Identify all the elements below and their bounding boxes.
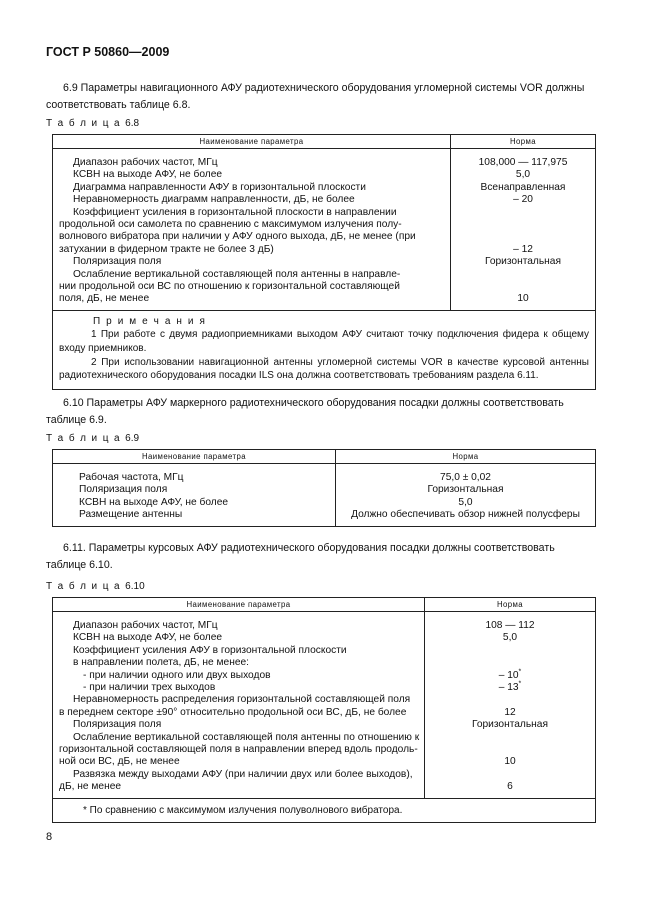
caption-number: 6.10 <box>125 581 145 592</box>
col-header-norm: Норма <box>451 135 596 149</box>
param-cell <box>53 464 336 527</box>
norm-value <box>427 769 593 781</box>
norm-value: – 10 <box>498 669 519 681</box>
param-line: КСВН на выходе АФУ, не более <box>73 632 223 644</box>
paragraph-6-11: 6.11. Параметры курсовых АФУ радиотехнического оборудования посадки должны соответствовать таблице 6.10. <box>46 542 555 571</box>
norm-cell <box>451 149 596 311</box>
note-1: 1 При работе с двумя радиоприемниками выходом АФУ считают точку подключения фидера к общему входу приемников. <box>59 329 589 355</box>
param-line: КСВН на выходе АФУ, не более <box>73 169 223 181</box>
norm-value: – 12 <box>513 243 533 255</box>
param-line: Развязка между выходами АФУ (при наличии двух или более выходов), <box>73 768 413 780</box>
norm-value <box>453 219 593 231</box>
table-6-9-caption <box>46 433 139 444</box>
norm-value <box>427 657 593 669</box>
param-line: - при наличии одного или двух выходов <box>83 669 271 681</box>
document-header: ГОСТ Р 50860—2009 <box>46 45 170 59</box>
table-6-8-caption <box>46 118 139 129</box>
caption-number: 6.8 <box>125 118 140 129</box>
caption-number: 6.9 <box>125 433 140 444</box>
caption-label: Т а б л и ц а <box>46 118 121 129</box>
param-line: Неравномерность распределения горизонтальной составляющей поля <box>73 694 411 706</box>
norm-value: 10 <box>504 756 516 768</box>
norm-value: 5,0 <box>515 169 531 181</box>
norm-cell <box>336 464 596 527</box>
col-header-param: Наименование параметра <box>53 135 451 149</box>
param-line: Поляризация поля <box>73 256 162 268</box>
param-line: продольной оси самолета по сравнению с максимумом излучения полу- <box>59 219 402 231</box>
table-6-8 <box>52 134 596 390</box>
param-line: Рабочая частота, МГц <box>79 472 184 483</box>
norm-value <box>453 231 593 243</box>
table-notes <box>53 310 596 389</box>
footnote-mark: * <box>518 680 522 688</box>
norm-cell <box>425 612 596 799</box>
norm-value <box>427 645 593 657</box>
param-line: Размещение антенны <box>79 509 183 521</box>
norm-value <box>427 732 593 744</box>
param-line: Неравномерность диаграмм направленности, дБ, не более <box>73 194 355 206</box>
norm-value: 10 <box>517 293 529 305</box>
table-6-9 <box>52 449 596 527</box>
norm-value-with-footnote <box>427 682 593 694</box>
norm-value: 5,0 <box>502 632 518 644</box>
param-line: поля, дБ, не менее <box>59 293 150 305</box>
norm-value: Горизонтальная <box>485 256 561 268</box>
table-6-10-caption <box>46 581 145 592</box>
norm-value: – 13 <box>498 681 519 693</box>
param-line: Поляризация поля <box>79 484 168 496</box>
notes-title: П р и м е ч а н и я <box>93 315 207 327</box>
param-line: дБ, не менее <box>59 781 122 793</box>
table-6-10 <box>52 597 596 823</box>
norm-value: – 20 <box>513 194 533 206</box>
caption-label: Т а б л и ц а <box>46 581 121 592</box>
norm-value <box>453 281 593 293</box>
param-cell <box>53 612 425 799</box>
norm-value: 6 <box>507 781 513 793</box>
param-line: Коэффициент усиления АФУ в горизонтальной плоскости <box>73 644 347 656</box>
norm-value: 12 <box>504 706 516 718</box>
param-line: Ослабление вертикальной составляющей поля антенны по отношению к <box>73 731 420 743</box>
norm-value: 108 — 112 <box>485 620 535 631</box>
param-line: нии продольной оси ВС по отношению к горизонтальной составляющей <box>59 281 400 293</box>
col-header-param: Наименование параметра <box>53 598 425 612</box>
page-number: 8 <box>46 831 53 843</box>
norm-value <box>427 694 593 706</box>
table-footnote <box>53 798 596 822</box>
col-header-norm: Норма <box>425 598 596 612</box>
norm-value: 75,0 ± 0,02 <box>440 472 491 483</box>
col-header-norm: Норма <box>336 450 596 464</box>
param-line: КСВН на выходе АФУ, не более <box>79 496 229 508</box>
col-header-param: Наименование параметра <box>53 450 336 464</box>
param-line: горизонтальной составляющей поля в направлении вперед вдоль продоль- <box>59 744 418 756</box>
param-line: Диаграмма направленности АФУ в горизонтальной плоскости <box>73 181 366 193</box>
norm-value: Должно обеспечивать обзор нижней полусферы <box>351 509 580 521</box>
norm-value: 108,000 — 117,975 <box>478 157 568 168</box>
caption-label: Т а б л и ц а <box>46 433 121 444</box>
param-line: Диапазон рабочих частот, МГц <box>73 620 218 631</box>
param-line: Коэффициент усиления в горизонтальной плоскости в направлении <box>73 206 397 218</box>
norm-value: Горизонтальная <box>427 484 504 496</box>
norm-value-with-footnote <box>427 670 593 682</box>
param-line: волнового вибратора при наличии у АФУ одного выхода, дБ, не менее (при <box>59 231 416 243</box>
footnote-text: * По сравнению с максимумом излучения полуволнового вибратора. <box>83 804 403 816</box>
param-cell <box>53 149 451 311</box>
norm-value: 5,0 <box>458 496 473 508</box>
param-line: в направлении полета, дБ, не менее: <box>73 657 249 669</box>
param-line: затухании в фидерном тракте не более 3 дБ) <box>59 243 274 255</box>
norm-value <box>453 207 593 219</box>
norm-value <box>427 744 593 756</box>
paragraph-6-10: 6.10 Параметры АФУ маркерного радиотехнического оборудования посадки должны соответствовать таблице 6.9. <box>46 397 564 426</box>
param-line: в переднем секторе ±90° относительно продольной оси ВС, дБ, не более <box>59 706 407 718</box>
norm-value: Горизонтальная <box>472 719 548 731</box>
norm-value <box>453 269 593 281</box>
param-line: - при наличии трех выходов <box>83 682 216 694</box>
param-line: Диапазон рабочих частот, МГц <box>73 157 218 168</box>
param-line: ной оси ВС, дБ, не менее <box>59 756 180 768</box>
footnote-mark: * <box>518 668 522 676</box>
paragraph-6-9: 6.9 Параметры навигационного АФУ радиотехнического оборудования угломерной системы VOR должны соответствовать таблице 6.8. <box>46 82 585 111</box>
param-line: Ослабление вертикальной составляющей поля антенны в направле- <box>73 268 401 280</box>
note-2: 2 При использовании навигационной антенны угломерной системы VOR в качестве курсовой антенны радиотехнического оборудования посадки ILS она должна соответствовать требованиям раздела 6.11. <box>59 356 589 382</box>
param-line: Поляризация поля <box>73 719 162 731</box>
norm-value: Всенаправленная <box>480 181 566 193</box>
